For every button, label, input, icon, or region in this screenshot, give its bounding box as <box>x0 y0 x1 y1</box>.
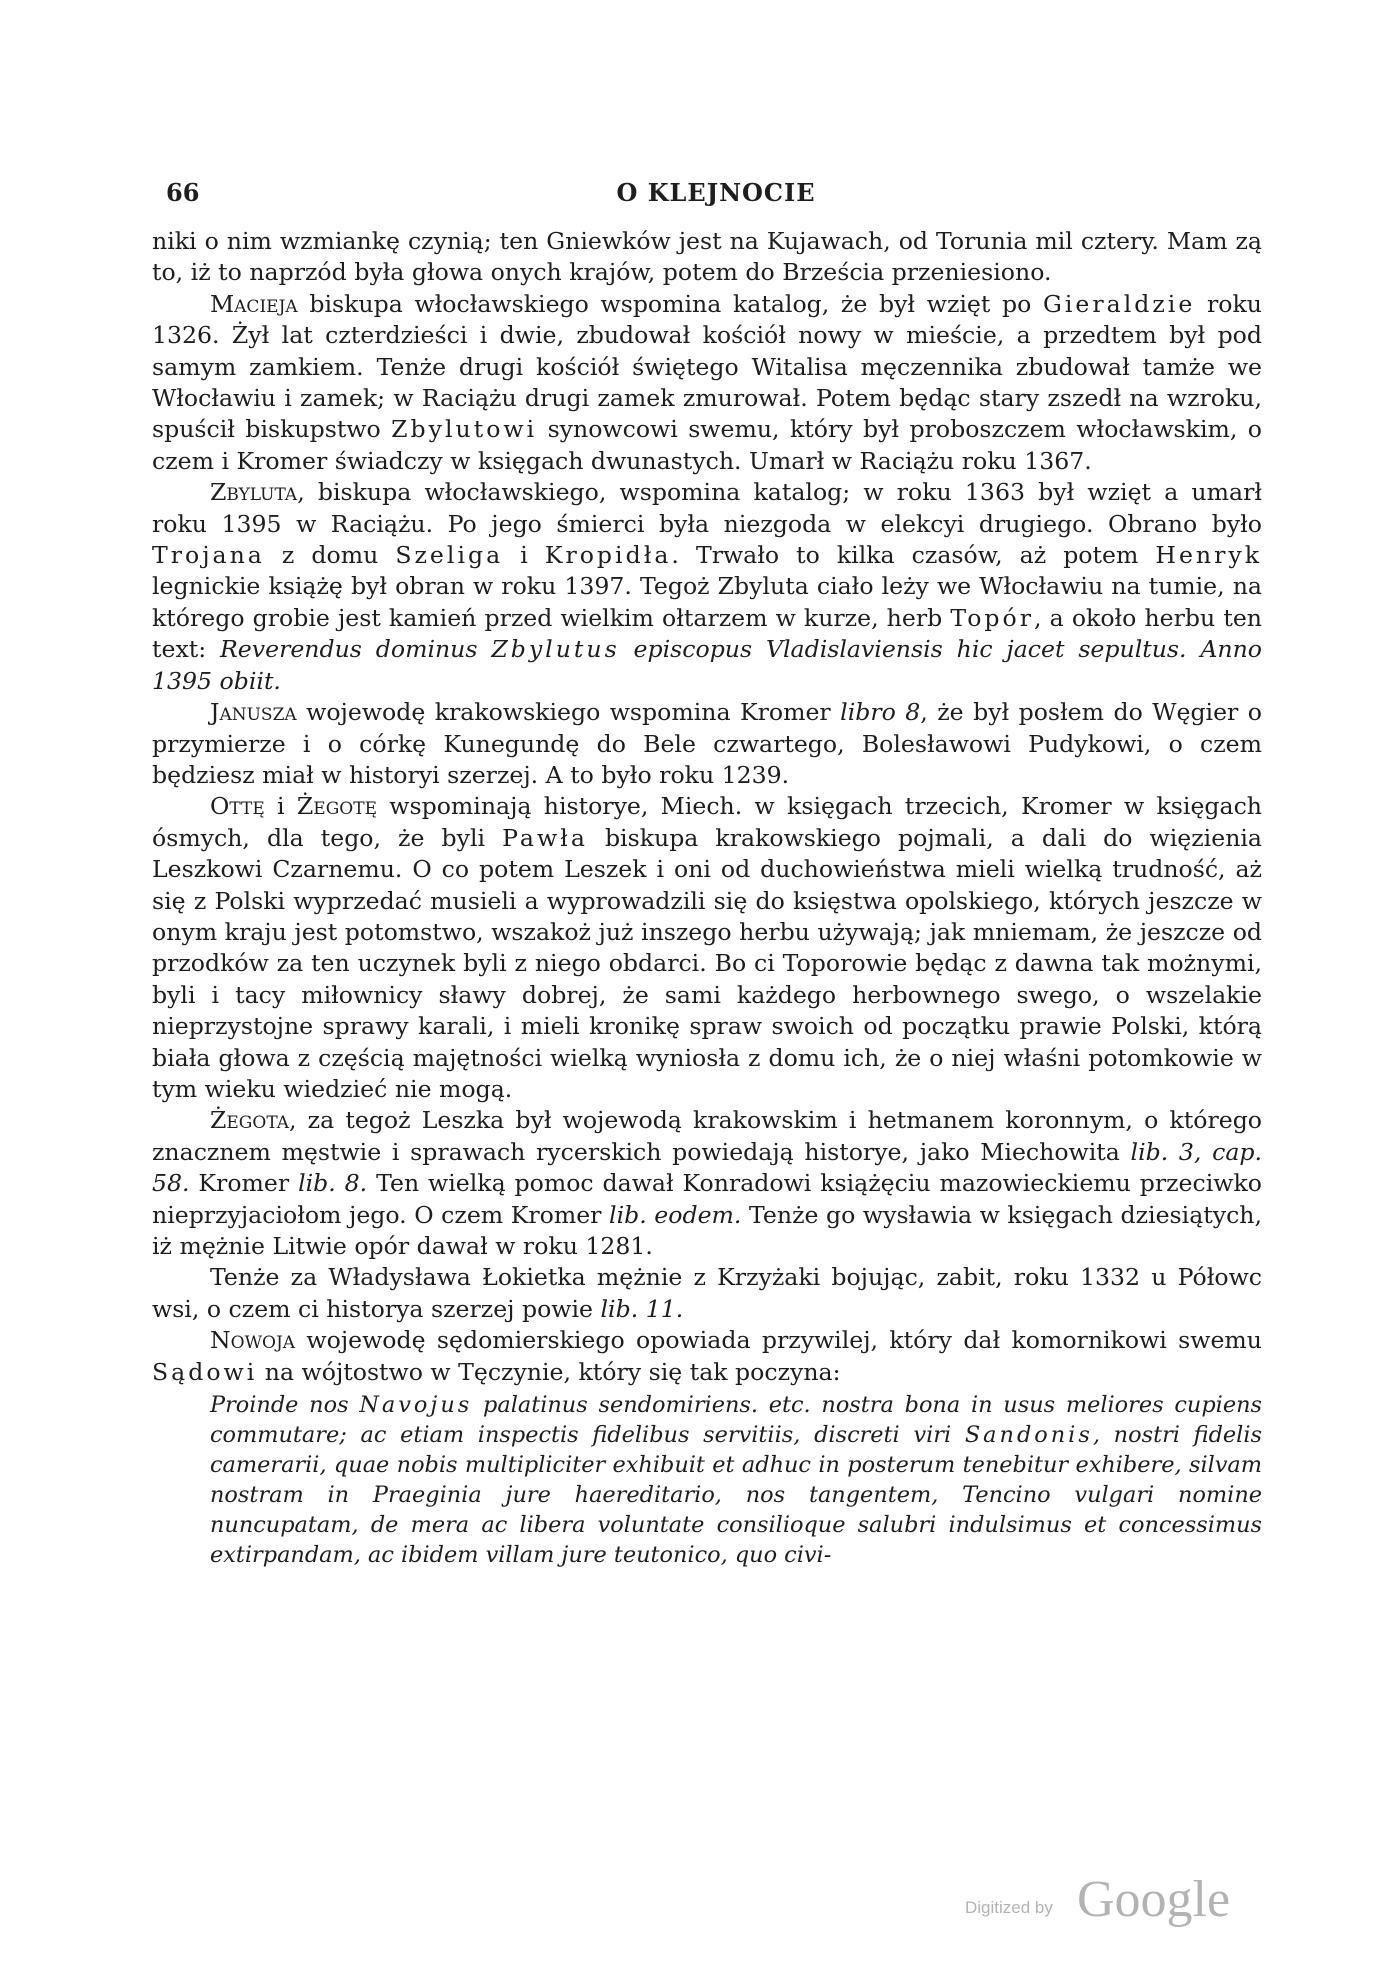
paragraph-text: Ten wielką pomoc dawał Konradowi książęciu mazowieckiemu przeciwko nieprzyjaciołom jego. O czem Kromer <box>152 1169 1262 1229</box>
paragraph-5 <box>152 791 1262 1105</box>
reference: lib. eodem. <box>609 1200 742 1229</box>
latin-name: Zbylutus <box>491 635 620 664</box>
page-number: 66 <box>166 178 200 207</box>
person-name: Żegota <box>210 1106 290 1135</box>
paragraph-text: Kromer <box>189 1169 299 1198</box>
paragraph-text: z domu <box>264 541 396 570</box>
paragraph-8 <box>152 1325 1262 1388</box>
spaced-name: Topór <box>950 603 1035 632</box>
paragraph-4 <box>152 697 1262 791</box>
paragraph-text: Tenże za Władysława Łokietka mężnie z Krzyżaki bojując, zabit, roku 1332 u Półowc wsi, o czem ci historya szerzej powie <box>152 1263 1262 1323</box>
paragraph-text: i <box>264 792 297 821</box>
quotation-text: , nostri fidelis camerarii, quae nobis multipliciter exhibuit et adhuc in posterum tenebitur exhibere, silvam nostram in Praeginia jure haereditario, nos tangentem, Tencino vulgari nomine nuncupatam, de mera ac libera voluntate consilioque salubri indulsimus et concessimus extirpandam, ac ibidem villam jure teutonico, quo civi- <box>210 1422 1262 1569</box>
digitized-by-google-watermark <box>965 1870 1245 1930</box>
paragraph-text: i <box>503 541 545 570</box>
latin-inscription: episcopus Vladislaviensis hic jacet sepultus. Anno 1395 obiit. <box>152 635 1263 695</box>
spaced-name: Henryk <box>1155 541 1263 570</box>
reference: libro 8 <box>840 698 921 727</box>
watermark-small-text: Digitized by <box>965 1898 1053 1917</box>
page-header <box>166 178 1266 214</box>
person-name: Zbyluta <box>210 478 298 507</box>
quotation-text: Proinde nos <box>210 1392 360 1419</box>
latin-name: Navojus <box>359 1392 473 1419</box>
running-title: O KLEJNOCIE <box>616 178 816 207</box>
spaced-name: Trojana <box>152 541 265 570</box>
paragraph-text: legnickie książę był obran w roku 1397. Tegoż Zbyluta ciało leży we Włocławiu na tumie, na którego grobie jest kamień przed wielkim ołtarzem w kurze, herb <box>152 572 1262 632</box>
paragraph-text: biskupa włocławskiego wspomina katalog, że był wzięt po <box>297 289 1044 318</box>
paragraph-text: , a około herbu ten text: <box>152 603 1262 664</box>
person-name: Żegotę <box>296 792 377 821</box>
latin-quotation <box>152 1390 1262 1570</box>
latin-name: Sandonis <box>964 1422 1093 1449</box>
paragraph-text: roku 1326. Żył lat czterdzieści i dwie, zbudował kościół nowy w mieście, a przedtem był pod samym zamkiem. Tenże drugi kościół świętego Witalisa męczennika zbudował tamże we Włocławiu i zamek; w Raciążu drugi zamek zmurował. Potem będąc stary zszedł na wzroku, spuścił biskupstwo <box>152 289 1262 444</box>
paragraph-text: , biskupa włocławskiego, wspomina katalog; w roku 1363 był wzięt a umarł roku 1395 w Raciążu. Po jego śmierci była niezgoda w elekcyi drugiego. Obrano było <box>152 478 1262 538</box>
spaced-name: Sądowi <box>152 1357 258 1386</box>
paragraph-text: , że był posłem do Węgier o przymierze i o córkę Kunegundę do Bele czwartego, Bolesławowi Pudykowi, o czem będziesz miał w historyi szerzej. A to było roku 1239. <box>152 698 1262 789</box>
spaced-name: Szeliga <box>395 541 504 570</box>
reference: lib. 8. <box>298 1169 368 1198</box>
paragraph-text: synowcowi swemu, który był proboszczem włocławskim, o czem i Kromer świadczy w księgach dwunastych. Umarł w Raciążu roku 1367. <box>152 415 1263 475</box>
paragraph-text: wspominają historye, Miech. w księgach trzecich, Kromer w księgach ósmych, dla tego, że byli <box>152 792 1262 852</box>
spaced-name: Pawła <box>502 823 588 852</box>
latin-inscription: Reverendus dominus <box>220 635 492 664</box>
paragraph-text: , za tegoż Leszka był wojewodą krakowskim i hetmanem koronnym, o którego znacznem męstwie i sprawach rycerskich powiedają historye, jako Miechowita <box>152 1106 1262 1166</box>
spaced-name: Kropidła <box>544 541 672 570</box>
paragraph-7 <box>152 1262 1262 1325</box>
paragraph-text: . Trwało to kilka czasów, aż potem <box>671 541 1156 570</box>
paragraph-text: wojewodę krakowskiego wspomina Kromer <box>296 698 841 727</box>
person-name: Macieja <box>210 289 298 318</box>
paragraph-3 <box>152 477 1262 697</box>
paragraph-text: Tenże go wysławia w księgach dziesiątych, iż mężnie Litwie opór dawał w roku 1281. <box>152 1200 1262 1260</box>
page-body <box>152 226 1262 1570</box>
person-name: Nowoja <box>210 1326 296 1355</box>
spaced-name: Gieraldzie <box>1043 289 1196 318</box>
paragraph-text: wojewodę sędomierskiego opowiada przywilej, który dał komornikowi swemu <box>295 1326 1262 1355</box>
google-logo-text: Google <box>1077 1871 1231 1928</box>
paragraph-text: niki o nim wzmiankę czynią; ten Gniewków jest na Kujawach, od Torunia mil cztery. Mam zą to, iż to naprzód była głowa onych krajów, potem do Brześcia przeniesiono. <box>152 227 1262 287</box>
paragraph-text: na wójtostwo w Tęczynie, który się tak poczyna: <box>257 1357 841 1386</box>
person-name: Janusza <box>210 698 297 727</box>
paragraph-1 <box>152 226 1262 289</box>
person-name: Ottę <box>210 792 265 821</box>
quotation-text: palatinus sendomiriens. etc. nostra bona in usus meliores cupiens commutare; ac etiam inspectis fidelibus servitiis, discreti viri <box>210 1392 1262 1449</box>
paragraph-2 <box>152 289 1262 477</box>
reference: lib. 3, cap. 58. <box>152 1137 1263 1198</box>
paragraph-6 <box>152 1105 1262 1262</box>
paragraph-text: biskupa krakowskiego pojmali, a dali do więzienia Leszkowi Czarnemu. O co potem Leszek i oni od duchowieństwa mieli wielką trudność, aż się z Polski wyprzedać musieli a wyprowadzili się do księstwa opolskiego, których jeszcze w onym kraju jest potomstwo, wszakoż już inszego herbu używają; jak mniemam, że jeszcze od przodków za ten uczynek byli z niego obdarci. Bo ci Toporowie będąc z dawna tak możnymi, byli i tacy miłownicy sławy dobrej, że sami każdego herbownego swego, o wszelakie nieprzystojne sprawy karali, i mieli kronikę spraw swoich od początku prawie Polski, którą biała głowa z częścią majętności wielką wyniosła z domu ich, że o niej właśni potomkowie w tym wieku wiedzieć nie mogą. <box>152 823 1262 1103</box>
spaced-name: Zbylutowi <box>391 415 538 444</box>
reference: lib. 11. <box>600 1294 684 1323</box>
